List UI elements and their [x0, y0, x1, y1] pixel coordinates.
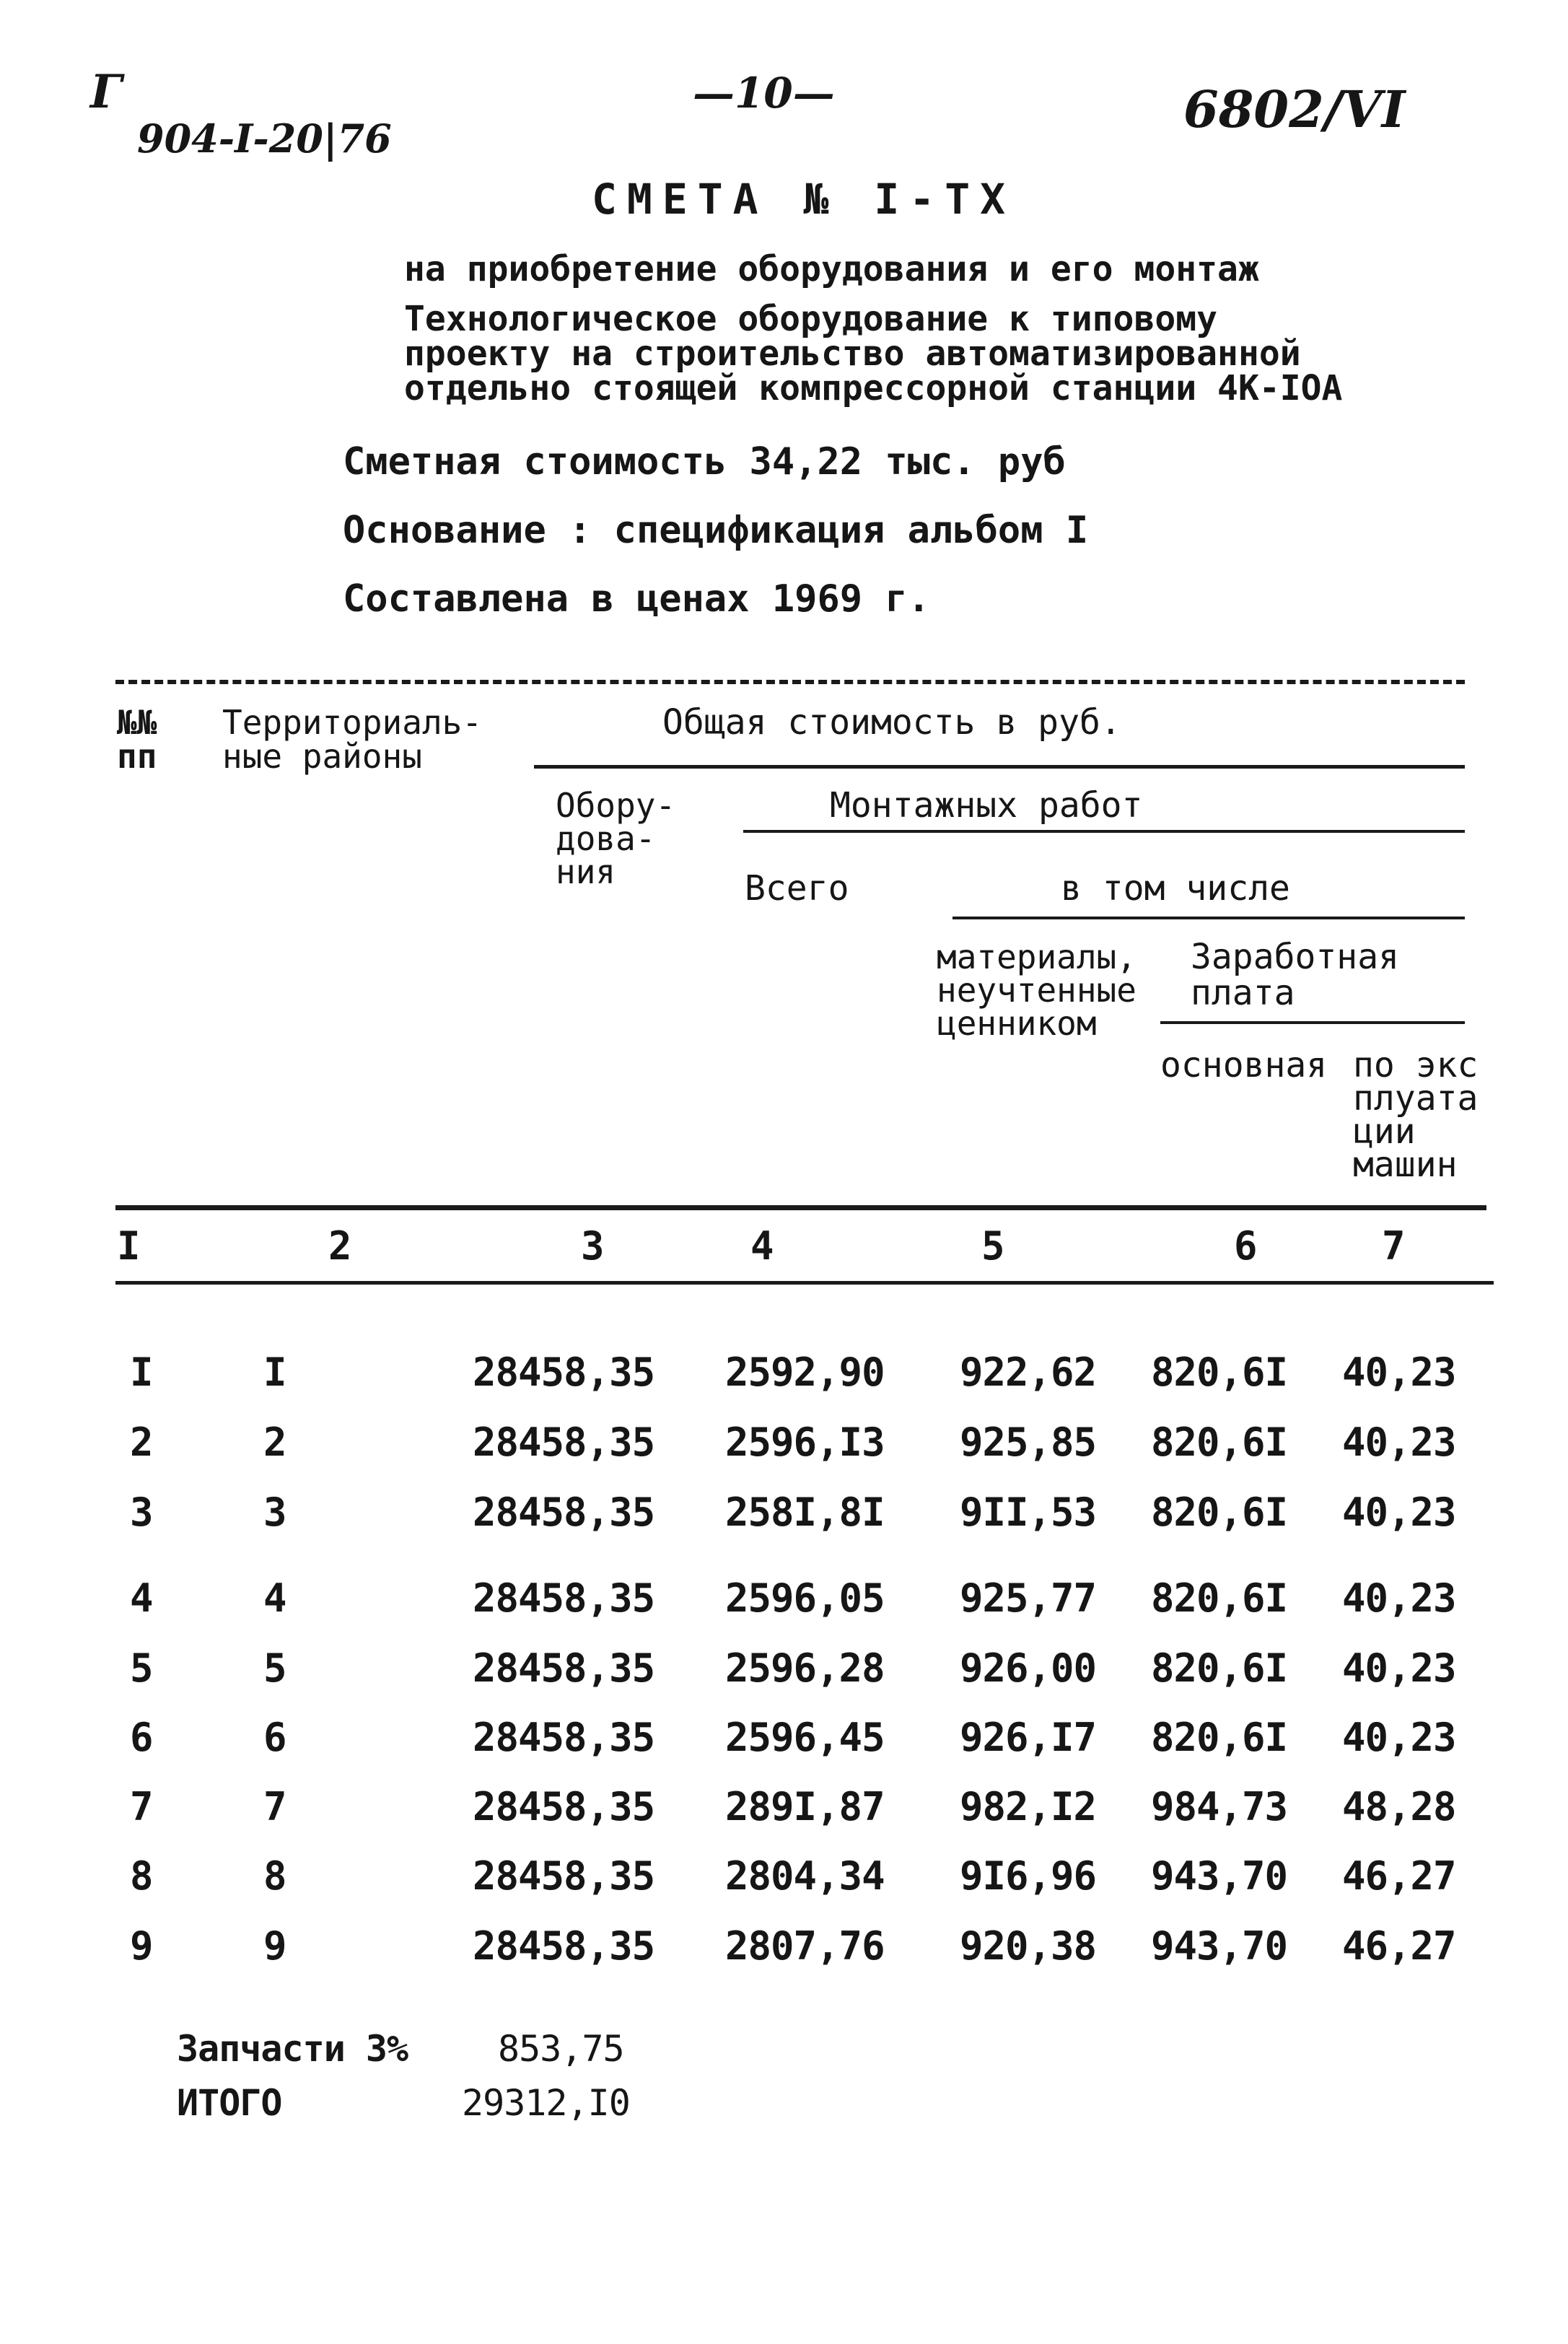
- page-number: —10—: [693, 69, 835, 118]
- header-region-line2: ные районы: [222, 737, 422, 776]
- header-equipment-line3: ния: [556, 852, 616, 891]
- header-num-line2: пп: [117, 737, 157, 776]
- column-number-5: 5: [981, 1223, 1004, 1269]
- cell-row6-wages-basic: 820,6I: [1151, 1715, 1288, 1760]
- rule-below-column-numbers: [115, 1281, 1494, 1285]
- cell-row7-equipment: 28458,35: [473, 1784, 655, 1829]
- header-install-total: Всего: [745, 868, 849, 909]
- header-wages-basic: основная: [1160, 1045, 1328, 1085]
- cell-row5-wages-basic: 820,6I: [1151, 1645, 1288, 1691]
- cell-row3-wages-basic: 820,6I: [1151, 1490, 1288, 1535]
- cell-row9-wages-machines: 46,27: [1342, 1923, 1456, 1969]
- cell-row8-region: 8: [263, 1853, 286, 1899]
- header-machines-line1: по экс: [1353, 1045, 1479, 1085]
- header-equipment-line1: Обору-: [556, 786, 676, 825]
- header-machines-line2: плуата: [1353, 1078, 1479, 1119]
- cell-row2-region: 2: [263, 1420, 286, 1465]
- cell-row5-equipment: 28458,35: [473, 1645, 655, 1691]
- cell-row3-equipment: 28458,35: [473, 1490, 655, 1535]
- cell-row7-wages-basic: 984,73: [1151, 1784, 1288, 1829]
- cell-row8-num: 8: [130, 1853, 153, 1899]
- cell-row9-region: 9: [263, 1923, 286, 1969]
- total-value: 29312,I0: [462, 2082, 630, 2124]
- header-installation: Монтажных работ: [830, 785, 1143, 826]
- archive-number: 6802/VI: [1183, 79, 1406, 139]
- cell-row9-num: 9: [130, 1923, 153, 1969]
- cell-row4-num: 4: [130, 1575, 153, 1621]
- cell-row1-region: I: [263, 1350, 286, 1395]
- estimate-subtitle: на приобретение оборудования и его монтаж: [404, 249, 1259, 289]
- spares-value: 853,75: [498, 2028, 624, 2070]
- cell-row2-num: 2: [130, 1420, 153, 1465]
- column-number-3: 3: [581, 1223, 604, 1269]
- document-code: 904-I-20|76: [137, 115, 392, 162]
- cell-row3-install-total: 258I,8I: [725, 1490, 885, 1535]
- cell-row4-equipment: 28458,35: [473, 1575, 655, 1621]
- cell-row2-materials: 925,85: [960, 1420, 1097, 1465]
- basis-line: Основание : спецификация альбом I: [343, 509, 1089, 552]
- cell-row7-wages-machines: 48,28: [1342, 1784, 1456, 1829]
- cell-row5-wages-machines: 40,23: [1342, 1645, 1456, 1691]
- cell-row5-materials: 926,00: [960, 1645, 1097, 1691]
- cell-row9-materials: 920,38: [960, 1923, 1097, 1969]
- estimated-cost: Сметная стоимость 34,22 тыс. руб: [343, 440, 1066, 484]
- cell-row9-wages-basic: 943,70: [1151, 1923, 1288, 1969]
- header-num-line1: №№: [117, 703, 157, 742]
- cell-row6-wages-machines: 40,23: [1342, 1715, 1456, 1760]
- cell-row3-region: 3: [263, 1490, 286, 1535]
- header-total-cost: Общая стоимость в руб.: [662, 702, 1121, 743]
- cell-row4-install-total: 2596,05: [725, 1575, 885, 1621]
- header-materials-line3: ценником: [937, 1004, 1097, 1043]
- column-number-6: 6: [1234, 1223, 1257, 1269]
- total-label: ИТОГО: [177, 2082, 282, 2124]
- cell-row4-region: 4: [263, 1575, 286, 1621]
- description-line-2: проекту на строительство автоматизированной: [404, 333, 1301, 374]
- cell-row1-wages-basic: 820,6I: [1151, 1350, 1288, 1395]
- column-number-1: I: [117, 1223, 140, 1269]
- rule-under-total-cost: [534, 765, 1465, 769]
- cell-row5-num: 5: [130, 1645, 153, 1691]
- cell-row1-materials: 922,62: [960, 1350, 1097, 1395]
- cell-row3-wages-machines: 40,23: [1342, 1490, 1456, 1535]
- rule-under-wages: [1160, 1021, 1465, 1024]
- cell-row8-wages-basic: 943,70: [1151, 1853, 1288, 1899]
- cell-row7-region: 7: [263, 1784, 286, 1829]
- header-including: в том числе: [1061, 868, 1290, 909]
- cell-row6-num: 6: [130, 1715, 153, 1760]
- cell-row6-region: 6: [263, 1715, 286, 1760]
- cell-row4-wages-machines: 40,23: [1342, 1575, 1456, 1621]
- cell-row1-install-total: 2592,90: [725, 1350, 885, 1395]
- description-line-1: Технологическое оборудование к типовому: [404, 299, 1218, 339]
- cell-row1-num: I: [130, 1350, 153, 1395]
- cell-row8-wages-machines: 46,27: [1342, 1853, 1456, 1899]
- cell-row3-materials: 9II,53: [960, 1490, 1097, 1535]
- column-number-7: 7: [1382, 1223, 1405, 1269]
- cell-row6-equipment: 28458,35: [473, 1715, 655, 1760]
- header-machines-line4: машин: [1353, 1145, 1458, 1185]
- header-materials-line2: неучтенные: [937, 971, 1136, 1010]
- cell-row2-install-total: 2596,I3: [725, 1420, 885, 1465]
- rule-under-including: [952, 917, 1465, 919]
- cell-row8-equipment: 28458,35: [473, 1853, 655, 1899]
- header-equipment-line2: дова-: [556, 819, 656, 858]
- corner-mark: Г: [90, 65, 123, 119]
- cell-row9-install-total: 2807,76: [725, 1923, 885, 1969]
- cell-row3-num: 3: [130, 1490, 153, 1535]
- rule-under-installation: [743, 830, 1465, 833]
- cell-row8-install-total: 2804,34: [725, 1853, 885, 1899]
- cell-row6-materials: 926,I7: [960, 1715, 1097, 1760]
- cell-row4-wages-basic: 820,6I: [1151, 1575, 1288, 1621]
- cell-row2-equipment: 28458,35: [473, 1420, 655, 1465]
- column-number-4: 4: [750, 1223, 774, 1269]
- rule-above-column-numbers: [115, 1205, 1486, 1210]
- header-region-line1: Территориаль-: [222, 703, 483, 742]
- cell-row4-materials: 925,77: [960, 1575, 1097, 1621]
- cell-row7-num: 7: [130, 1784, 153, 1829]
- column-number-2: 2: [328, 1223, 351, 1269]
- cell-row1-wages-machines: 40,23: [1342, 1350, 1456, 1395]
- cell-row7-materials: 982,I2: [960, 1784, 1097, 1829]
- header-wages-line1: Заработная: [1191, 937, 1399, 977]
- cell-row1-equipment: 28458,35: [473, 1350, 655, 1395]
- description-line-3: отдельно стоящей компрессорной станции 4К-IОА: [404, 368, 1343, 408]
- table-top-rule: [115, 680, 1465, 684]
- prices-year-line: Составлена в ценах 1969 г.: [343, 577, 930, 621]
- cell-row5-region: 5: [263, 1645, 286, 1691]
- cell-row2-wages-machines: 40,23: [1342, 1420, 1456, 1465]
- header-materials-line1: материалы,: [937, 937, 1136, 976]
- estimate-heading: СМЕТА № I-TX: [592, 175, 1016, 224]
- cell-row9-equipment: 28458,35: [473, 1923, 655, 1969]
- cell-row5-install-total: 2596,28: [725, 1645, 885, 1691]
- cell-row6-install-total: 2596,45: [725, 1715, 885, 1760]
- cell-row2-wages-basic: 820,6I: [1151, 1420, 1288, 1465]
- spares-label: Запчасти 3%: [177, 2028, 408, 2070]
- header-wages-line2: плата: [1191, 973, 1295, 1013]
- cell-row7-install-total: 289I,87: [725, 1784, 885, 1829]
- cell-row8-materials: 9I6,96: [960, 1853, 1097, 1899]
- header-machines-line3: ции: [1353, 1111, 1416, 1152]
